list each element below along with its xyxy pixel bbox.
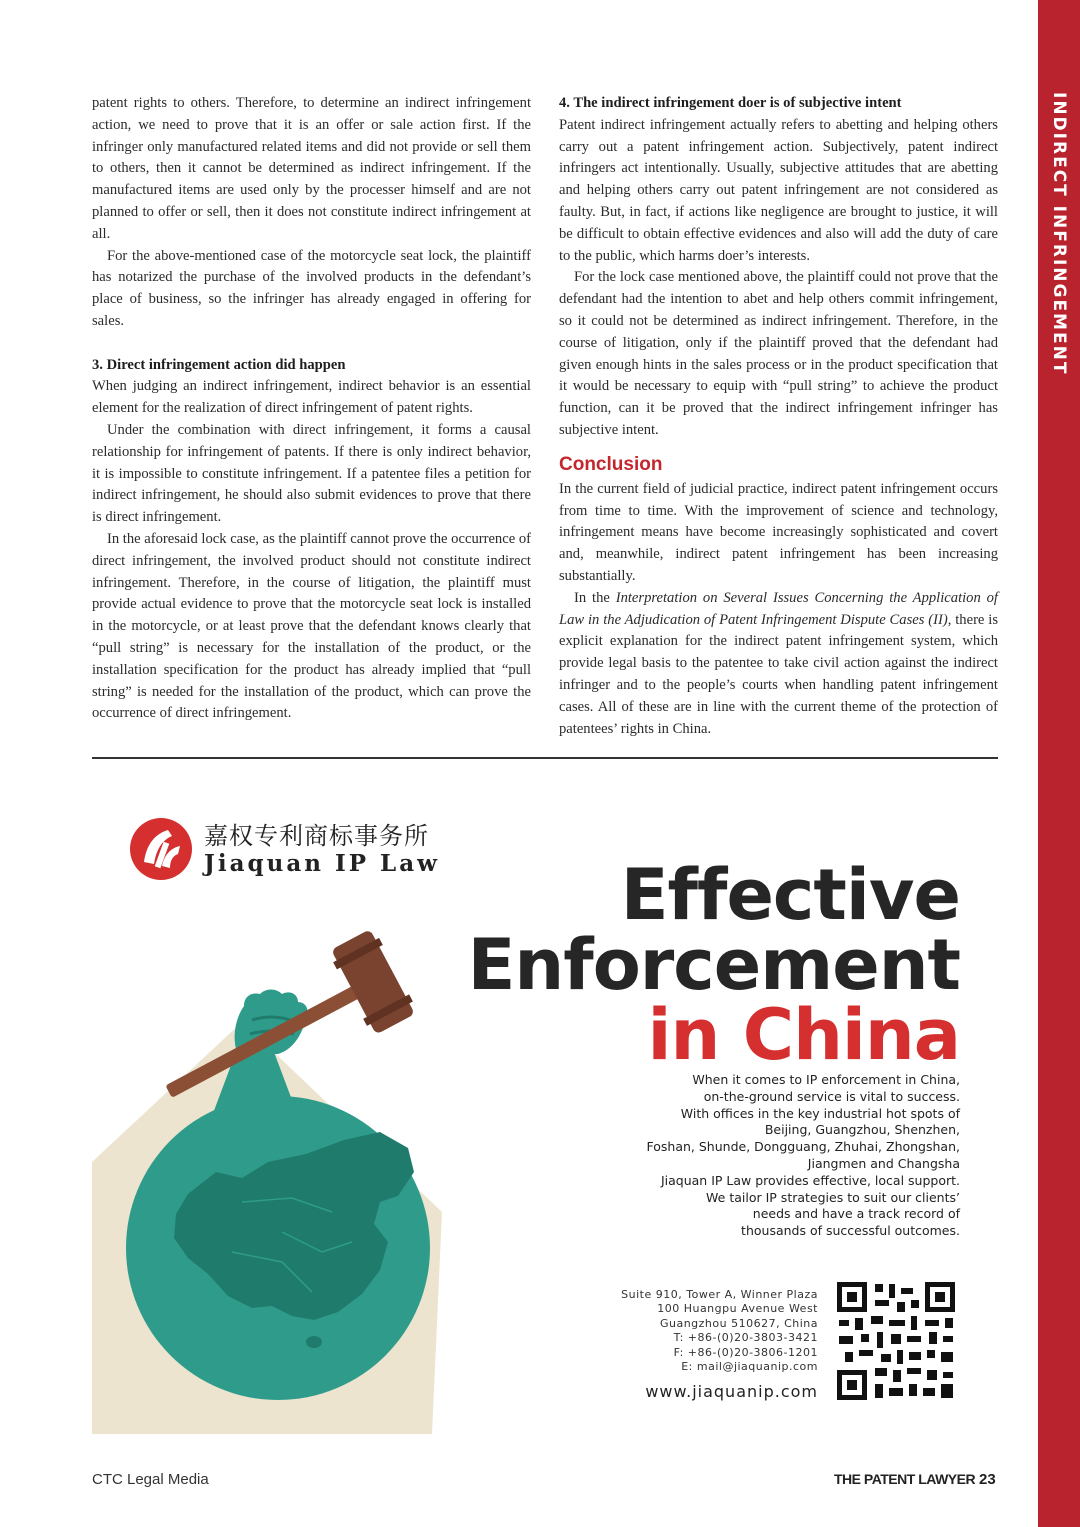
headline-line: Effective [620,854,960,936]
pitch-line: We tailor IP strategies to suit our clients’ [706,1189,960,1205]
logo-chinese-name: 嘉权专利商标事务所 [204,822,429,850]
pitch-line: Jiangmen and Changsha [807,1155,960,1171]
section-heading: 4. The indirect infringement doer is of subjective intent [559,95,902,111]
paragraph-text: , there is explicit explanation for the indirect patent infringement system, which provide legal basis to the patentee to take civil action against the indirect infringer and to the people’s courts when handling patent infringement cases. All of these are in line with the current theme of the protection of patentees’ rights in China. [559,611,999,737]
address-line: 100 Huangpu Avenue West [657,1302,818,1316]
address-line: Guangzhou 510627, China [659,1316,818,1330]
conclusion-heading: Conclusion [559,453,663,475]
page-number: 23 [979,1471,996,1488]
paragraph: Under the combination with direct infringement, it forms a causal relationship for infringement of patents. If there is only indirect behavior, it is impossible to constitute infringement. If a patentee files a petition for indirect infringement, he should also submit evidences to prove that there is direct infringement. [92,421,531,526]
left-column [92,93,531,725]
section-divider [92,757,998,759]
pitch-line: thousands of successful outcomes. [741,1223,960,1239]
paragraph [559,588,998,741]
pitch-line: Jiaquan IP Law provides effective, local support. [660,1172,960,1188]
ad-pitch-text [560,1072,960,1240]
paragraph: For the lock case mentioned above, the plaintiff could not prove that the defendant had the intention to abet and help others commit infringement, so it could not be determined as indirect infringement. Therefore, in the course of litigation, only if the plaintiff proved that the defendant had given enough hints in the sales process or in the product specification that it would be necessary to equip with “pull string” to achieve the product function, can it be proved that the indirect infringement infringer has subjective intent. [559,269,998,438]
paragraph: patent rights to others. Therefore, to determine an indirect infringement action, we need to prove that it is an offer or sale action first. If the infringer only manufactured related items and did not provide or sell them to others, then it cannot be determined as indirect infringement. If the manufactured items are used only by the processer himself and are not planned to offer or sell, then it does not constitute indirect infringement at all. [92,95,531,242]
pitch-line: When it comes to IP enforcement in China, [692,1072,960,1087]
right-column [559,93,998,740]
pitch-line: Foshan, Shunde, Dongguang, Zhuhai, Zhongshan, [646,1139,960,1155]
ad-headline [467,854,960,1076]
email-line: E: mail@jiaquanip.com [681,1360,818,1374]
headline-line: Enforcement [467,924,960,1006]
pitch-line: needs and have a track record of [752,1206,960,1222]
paragraph: When judging an indirect infringement, indirect behavior is an essential element for the realization of direct infringement of patent rights. [92,378,531,417]
pitch-line: Beijing, Guangzhou, Shenzhen, [764,1122,960,1138]
section-heading: 3. Direct infringement action did happen [92,356,346,373]
gavel-globe-illustration [92,902,512,1434]
paragraph-text: In the [574,589,616,606]
paragraph: Patent indirect infringement actually refers to abetting and helping others carry out a patent infringement action. Subjectively, patent indirect infringers act intentionally. Usually, subjective attitudes that are abetting and helping others carry out patent infringement are not considered as faulty. But, in fact, if actions like negligence are brought to justice, it will be difficult to obtain effective evidences and also will add the duty of care to the public, which harms doer’s interests. [559,116,998,264]
pitch-line: With offices in the key industrial hot spots of [680,1105,960,1121]
qr-code-icon [835,1280,957,1402]
footer-magazine-title: THE PATENT LAWYER [834,1471,976,1487]
jiaquan-logo-icon [128,816,194,882]
phone-line: T: +86-(0)20-3803-3421 [673,1331,818,1345]
contact-address [621,1288,818,1374]
cited-document-title: Interpretation on Several Issues Concerning the Application of Law in the Adjudication of Patent Infringement Dispute Cases (II) [559,589,998,628]
logo-english-name: Jiaquan IP Law [204,850,440,877]
paragraph: In the aforesaid lock case, as the plaintiff cannot prove the occurrence of direct infringement, the involved product should not constitute indirect infringement. Therefore, in the course of litigation, the plaintiff must provide actual evidence to prove that the motorcycle seat lock is installed in the motorcycle, or at least prove that the defendant knows clearly that “pull string” is necessary for the installation of the product, or the installation specification for the product has already implied that “pull string” is needed for the installation of the product, which can prove the occurrence of direct infringement. [92,530,531,722]
fax-line: F: +86-(0)20-3806-1201 [673,1345,818,1359]
section-tab-label: INDIRECT INFRINGEMENT [1049,92,1069,376]
footer-publisher: CTC Legal Media [92,1471,209,1488]
pitch-line: on-the-ground service is vital to success. [703,1088,960,1104]
paragraph: For the above-mentioned case of the motorcycle seat lock, the plaintiff has notarized the purchase of the involved products in the defendant’s place of business, so the infringer has already engaged in offering for sales. [92,247,531,329]
headline-line-accent: in China [647,994,960,1076]
advertisement [92,772,998,1434]
paragraph: In the current field of judicial practice, indirect patent infringement occurs from time to time. With the improvement of science and technology, infringement means have become increasingly sophisticated and covert and, meanwhile, indirect patent infringement has been increasing substantially. [559,480,998,584]
website-link[interactable]: www.jiaquanip.com [645,1382,818,1401]
address-line: Suite 910, Tower A, Winner Plaza [621,1288,818,1301]
